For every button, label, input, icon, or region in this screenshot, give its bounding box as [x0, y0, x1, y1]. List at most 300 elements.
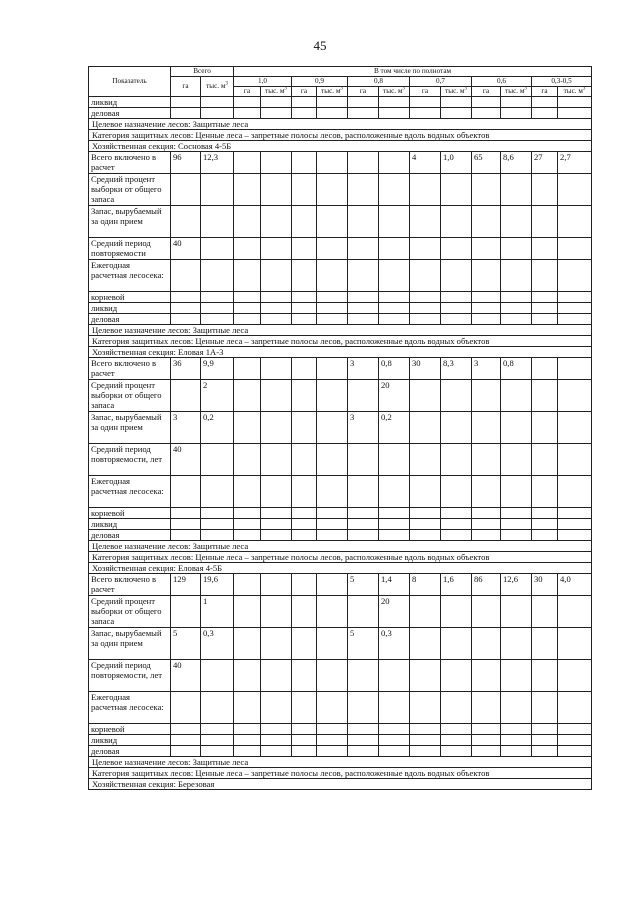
row-label: корневой	[89, 508, 171, 519]
table-cell: 1,6	[441, 574, 472, 596]
table-cell	[379, 530, 410, 541]
table-cell: 3	[472, 358, 501, 380]
table-cell	[379, 476, 410, 508]
table-cell	[234, 628, 261, 660]
section-section: Хозяйственная секция: Сосновая 4-5Б	[89, 141, 592, 152]
table-cell: 36	[171, 358, 201, 380]
table-cell	[317, 108, 348, 119]
table-cell	[348, 508, 379, 519]
table-cell	[379, 735, 410, 746]
table-cell	[317, 735, 348, 746]
table-cell	[501, 292, 532, 303]
section-row	[89, 130, 592, 141]
table-cell	[532, 660, 558, 692]
table-cell	[234, 574, 261, 596]
table-cell	[532, 108, 558, 119]
header-unit-vol	[261, 87, 292, 97]
table-cell	[558, 97, 592, 108]
table-cell	[201, 660, 234, 692]
table-cell	[234, 412, 261, 444]
table-cell	[558, 303, 592, 314]
table-cell	[472, 412, 501, 444]
table-cell	[501, 238, 532, 260]
table-cell: 4	[410, 152, 441, 174]
table-cell	[379, 724, 410, 735]
table-cell	[171, 292, 201, 303]
table-cell: 27	[532, 152, 558, 174]
table-cell	[317, 303, 348, 314]
table-cell	[410, 444, 441, 476]
table-cell	[201, 97, 234, 108]
table-cell	[379, 152, 410, 174]
table-cell	[348, 314, 379, 325]
table-cell	[234, 238, 261, 260]
table-cell: 65	[472, 152, 501, 174]
table-cell	[292, 724, 317, 735]
table-row	[89, 97, 592, 108]
table-row	[89, 358, 592, 380]
table-cell	[501, 508, 532, 519]
table-cell	[558, 206, 592, 238]
table-cell: 9,9	[201, 358, 234, 380]
table-row	[89, 476, 592, 508]
table-cell	[234, 660, 261, 692]
table-cell	[501, 260, 532, 292]
table-cell	[234, 476, 261, 508]
unit-vol-text: тыс. м	[206, 82, 226, 90]
table-cell	[317, 174, 348, 206]
section-row	[89, 119, 592, 130]
table-cell	[410, 292, 441, 303]
table-cell	[234, 206, 261, 238]
table-cell	[292, 735, 317, 746]
table-cell	[201, 444, 234, 476]
row-label: Запас, вырубаемый за один прием	[89, 628, 171, 660]
table-cell	[348, 97, 379, 108]
table-cell	[261, 660, 292, 692]
table-cell	[441, 530, 472, 541]
table-cell	[317, 238, 348, 260]
section-purpose: Целевое назначение лесов: Защитные леса	[89, 541, 592, 552]
table-cell: 4,0	[558, 574, 592, 596]
table-cell	[441, 519, 472, 530]
table-cell	[261, 596, 292, 628]
table-cell	[201, 108, 234, 119]
table-cell	[558, 530, 592, 541]
table-cell	[410, 206, 441, 238]
table-cell	[201, 260, 234, 292]
row-label: Ежегодная расчетная лесосека:	[89, 476, 171, 508]
table-cell	[317, 519, 348, 530]
table-cell	[501, 519, 532, 530]
table-cell: 8	[410, 574, 441, 596]
table-cell	[441, 303, 472, 314]
row-label: Средний процент выборки от общего запаса	[89, 174, 171, 206]
table-cell	[532, 746, 558, 757]
table-cell	[379, 692, 410, 724]
table-cell	[501, 724, 532, 735]
table-cell	[558, 380, 592, 412]
row-label: деловая	[89, 530, 171, 541]
table-cell	[558, 444, 592, 476]
row-label: деловая	[89, 314, 171, 325]
table-cell	[379, 660, 410, 692]
header-density: 0,6	[472, 77, 532, 87]
unit-vol-sup: 3	[464, 86, 467, 92]
table-cell	[441, 380, 472, 412]
table-cell	[532, 380, 558, 412]
section-row	[89, 347, 592, 358]
table-cell	[348, 152, 379, 174]
table-cell	[441, 596, 472, 628]
table-cell: 20	[379, 596, 410, 628]
table-cell: 1,0	[441, 152, 472, 174]
unit-vol-sup: 3	[524, 86, 527, 92]
table-cell	[410, 508, 441, 519]
table-cell	[171, 508, 201, 519]
table-cell: 2,7	[558, 152, 592, 174]
table-cell	[348, 260, 379, 292]
unit-vol-text: тыс. м	[445, 87, 465, 95]
table-row	[89, 724, 592, 735]
table-row	[89, 628, 592, 660]
unit-vol-sup: 3	[225, 81, 228, 87]
unit-vol-sup: 3	[402, 86, 405, 92]
table-cell	[472, 206, 501, 238]
table-cell	[441, 508, 472, 519]
table-cell	[261, 692, 292, 724]
table-cell	[171, 724, 201, 735]
table-cell	[317, 97, 348, 108]
table-cell	[348, 292, 379, 303]
table-cell	[379, 746, 410, 757]
table-cell	[379, 174, 410, 206]
table-cell	[410, 596, 441, 628]
section-section: Хозяйственная секция: Еловая 4-5Б	[89, 563, 592, 574]
table-cell	[472, 746, 501, 757]
table-cell	[317, 530, 348, 541]
table-cell	[501, 735, 532, 746]
table-cell	[261, 152, 292, 174]
table-cell	[501, 660, 532, 692]
table-row	[89, 152, 592, 174]
table-cell	[317, 628, 348, 660]
page-number: 45	[313, 38, 327, 53]
row-label: Ежегодная расчетная лесосека:	[89, 260, 171, 292]
table-cell	[410, 238, 441, 260]
table-cell	[532, 724, 558, 735]
table-cell	[234, 260, 261, 292]
table-cell: 8,3	[441, 358, 472, 380]
row-label: деловая	[89, 108, 171, 119]
table-row	[89, 692, 592, 724]
table-cell	[317, 746, 348, 757]
table-cell	[317, 380, 348, 412]
table-cell	[379, 206, 410, 238]
table-cell	[292, 97, 317, 108]
table-cell	[171, 746, 201, 757]
table-cell	[292, 108, 317, 119]
table-row	[89, 530, 592, 541]
table-cell	[410, 746, 441, 757]
table-cell	[501, 97, 532, 108]
row-label: Средний период повторяемости, лет	[89, 660, 171, 692]
table-cell	[501, 476, 532, 508]
table-cell	[201, 174, 234, 206]
row-label: Запас, вырубаемый за один прием	[89, 206, 171, 238]
table-cell	[317, 692, 348, 724]
header-density: 0,9	[292, 77, 348, 87]
table-cell	[261, 238, 292, 260]
table-cell	[532, 692, 558, 724]
table-cell	[234, 292, 261, 303]
table-cell	[558, 519, 592, 530]
table-cell	[348, 206, 379, 238]
row-label: Средний процент выборки от общего запаса	[89, 380, 171, 412]
unit-vol-text: тыс. м	[383, 87, 403, 95]
header-unit-ha: га	[171, 77, 201, 97]
table-cell	[472, 97, 501, 108]
table-cell	[201, 735, 234, 746]
table-cell	[234, 724, 261, 735]
table-cell: 2	[201, 380, 234, 412]
table-cell	[261, 260, 292, 292]
table-cell	[261, 380, 292, 412]
table-cell	[441, 292, 472, 303]
table-cell	[292, 152, 317, 174]
table-cell	[441, 660, 472, 692]
table-cell	[532, 97, 558, 108]
header-unit-vol	[501, 87, 532, 97]
table-cell	[472, 692, 501, 724]
table-cell: 3	[348, 412, 379, 444]
table-cell	[234, 530, 261, 541]
table-cell	[410, 303, 441, 314]
table-cell: 1	[201, 596, 234, 628]
table-cell: 8,6	[501, 152, 532, 174]
header-unit-ha: га	[234, 87, 261, 97]
table-cell	[501, 380, 532, 412]
row-label: Всего включено в расчет	[89, 152, 171, 174]
section-row	[89, 563, 592, 574]
table-cell	[234, 596, 261, 628]
table-cell: 0,3	[201, 628, 234, 660]
table-cell	[558, 292, 592, 303]
table-cell	[532, 530, 558, 541]
table-cell	[558, 314, 592, 325]
table-cell	[292, 206, 317, 238]
table-cell	[472, 530, 501, 541]
table-cell	[410, 380, 441, 412]
table-cell: 86	[472, 574, 501, 596]
table-cell	[292, 628, 317, 660]
table-cell	[292, 260, 317, 292]
table-cell	[441, 692, 472, 724]
table-cell	[234, 108, 261, 119]
table-cell	[558, 508, 592, 519]
table-cell	[348, 530, 379, 541]
table-cell	[292, 476, 317, 508]
table-row	[89, 412, 592, 444]
table-cell	[292, 444, 317, 476]
table-cell	[441, 174, 472, 206]
table-cell: 20	[379, 380, 410, 412]
table-header	[89, 67, 592, 97]
table-row	[89, 174, 592, 206]
table-cell	[410, 519, 441, 530]
section-category: Категория защитных лесов: Ценные леса – запретные полосы лесов, расположенные вдоль водных объектов	[89, 130, 592, 141]
section-row	[89, 325, 592, 336]
row-label: Средний период повторяемости	[89, 238, 171, 260]
table-cell	[472, 735, 501, 746]
table-cell	[348, 692, 379, 724]
table-cell	[201, 692, 234, 724]
table-cell	[379, 444, 410, 476]
section-category: Категория защитных лесов: Ценные леса – запретные полосы лесов, расположенные вдоль водных объектов	[89, 336, 592, 347]
table-cell	[558, 174, 592, 206]
section-category: Категория защитных лесов: Ценные леса – запретные полосы лесов, расположенные вдоль водных объектов	[89, 768, 592, 779]
table-cell	[501, 444, 532, 476]
table-cell	[472, 260, 501, 292]
table-cell	[379, 292, 410, 303]
table-cell: 5	[171, 628, 201, 660]
table-cell	[532, 596, 558, 628]
table-cell	[171, 596, 201, 628]
row-label: Запас, вырубаемый за один прием	[89, 412, 171, 444]
table-cell: 40	[171, 444, 201, 476]
table-row	[89, 596, 592, 628]
table-cell: 0,2	[201, 412, 234, 444]
table-cell	[261, 174, 292, 206]
table-cell	[472, 476, 501, 508]
header-unit-vol	[201, 77, 234, 97]
section-section: Хозяйственная секция: Березовая	[89, 779, 592, 790]
table-row	[89, 292, 592, 303]
table-row	[89, 303, 592, 314]
section-row	[89, 336, 592, 347]
table-cell	[292, 303, 317, 314]
table-cell	[441, 108, 472, 119]
table-cell: 96	[171, 152, 201, 174]
table-cell	[532, 206, 558, 238]
table-cell	[532, 260, 558, 292]
header-unit-vol	[317, 87, 348, 97]
table-cell	[261, 292, 292, 303]
table-row	[89, 660, 592, 692]
table-cell: 3	[348, 358, 379, 380]
table-cell	[317, 574, 348, 596]
table-cell	[317, 292, 348, 303]
unit-vol-text: тыс. м	[321, 87, 341, 95]
table-cell	[261, 314, 292, 325]
table-cell: 40	[171, 238, 201, 260]
section-row	[89, 552, 592, 563]
table-cell	[261, 519, 292, 530]
table-row	[89, 238, 592, 260]
table-cell	[501, 314, 532, 325]
header-total: Всего	[171, 67, 234, 77]
table-cell	[501, 303, 532, 314]
table-cell	[317, 412, 348, 444]
table-cell	[317, 660, 348, 692]
table-cell	[234, 444, 261, 476]
header-unit-ha: га	[472, 87, 501, 97]
row-label: Средний период повторяемости, лет	[89, 444, 171, 476]
forest-harvest-table	[88, 66, 592, 790]
table-cell	[472, 596, 501, 628]
table-cell	[348, 303, 379, 314]
table-cell	[558, 412, 592, 444]
table-cell	[348, 519, 379, 530]
table-cell	[472, 238, 501, 260]
table-cell	[261, 412, 292, 444]
table-cell	[558, 596, 592, 628]
unit-vol-text: тыс. м	[505, 87, 525, 95]
header-unit-ha: га	[410, 87, 441, 97]
section-section: Хозяйственная секция: Еловая 1А-3	[89, 347, 592, 358]
table-cell	[558, 735, 592, 746]
table-cell	[234, 508, 261, 519]
table-cell	[410, 628, 441, 660]
table-cell	[379, 303, 410, 314]
table-cell	[441, 444, 472, 476]
table-cell	[532, 444, 558, 476]
table-cell	[532, 292, 558, 303]
table-cell	[171, 97, 201, 108]
table-cell	[348, 444, 379, 476]
table-cell	[410, 724, 441, 735]
header-unit-ha: га	[532, 87, 558, 97]
table-cell	[441, 260, 472, 292]
table-cell	[532, 174, 558, 206]
unit-vol-sup: 3	[582, 86, 586, 92]
table-cell	[317, 724, 348, 735]
table-cell	[261, 628, 292, 660]
table-cell	[171, 303, 201, 314]
table-cell	[501, 628, 532, 660]
section-row	[89, 768, 592, 779]
table-cell	[261, 108, 292, 119]
table-cell	[441, 628, 472, 660]
table-cell: 0,8	[379, 358, 410, 380]
table-cell	[317, 476, 348, 508]
table-cell	[472, 108, 501, 119]
table-cell	[558, 238, 592, 260]
table-cell	[379, 508, 410, 519]
table-cell	[348, 596, 379, 628]
table-cell	[292, 412, 317, 444]
table-cell	[501, 206, 532, 238]
table-cell	[558, 746, 592, 757]
table-cell	[501, 596, 532, 628]
table-cell	[234, 735, 261, 746]
table-cell	[410, 108, 441, 119]
table-cell	[379, 108, 410, 119]
table-cell	[410, 412, 441, 444]
table-cell	[441, 746, 472, 757]
table-cell	[532, 628, 558, 660]
table-cell	[292, 574, 317, 596]
table-cell	[171, 108, 201, 119]
table-cell	[171, 735, 201, 746]
table-cell	[317, 260, 348, 292]
table-cell	[292, 660, 317, 692]
table-cell	[558, 628, 592, 660]
header-density: 0,3-0,5	[532, 77, 592, 87]
table-cell	[171, 519, 201, 530]
table-cell: 0,8	[501, 358, 532, 380]
table-cell	[261, 476, 292, 508]
